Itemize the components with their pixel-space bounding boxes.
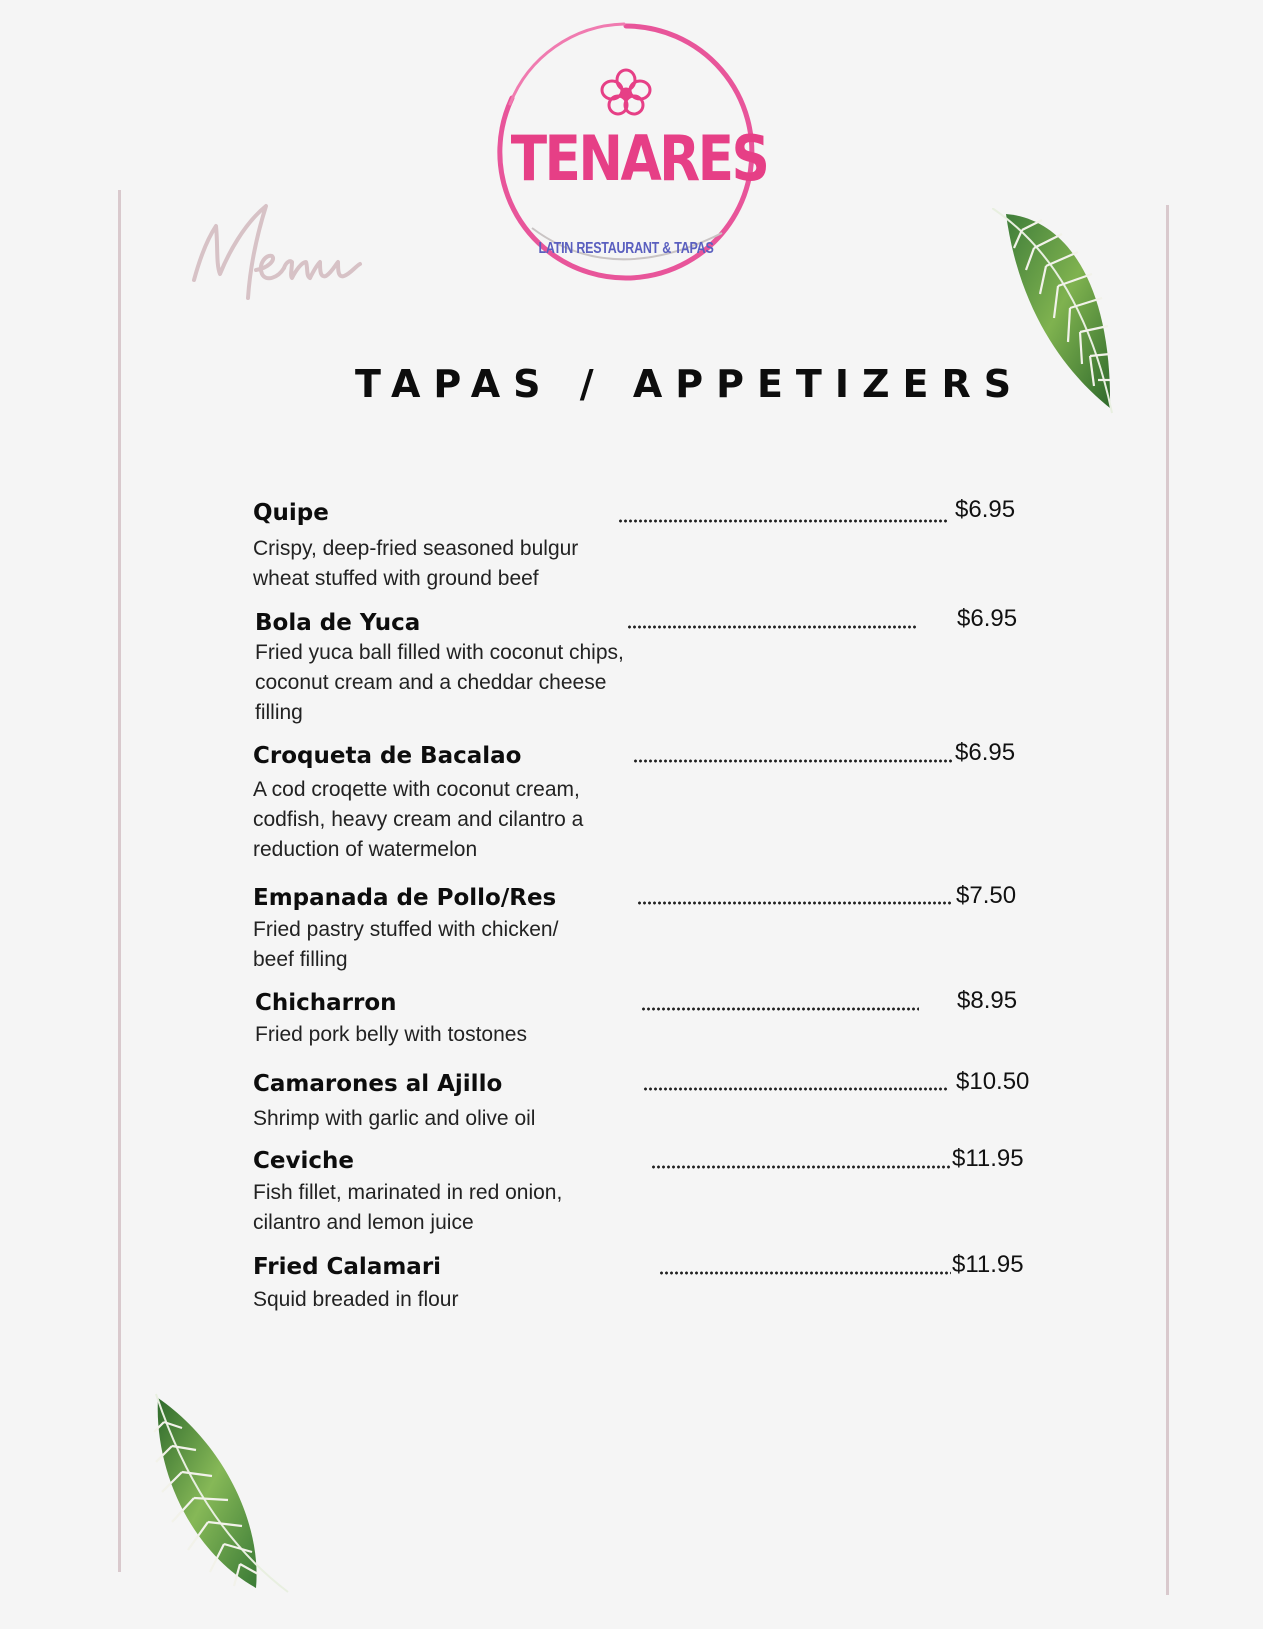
leader-dots [651, 1165, 951, 1169]
item-price: $8.95 [957, 987, 1018, 1014]
item-description: Fried pastry stuffed with chicken/ beef filling [253, 918, 559, 971]
item-name: Fried Calamari [253, 1254, 442, 1280]
logo-name: TENARES [510, 122, 768, 195]
item-price: $6.95 [955, 739, 1016, 766]
leader-dots [633, 759, 953, 763]
item-name: Empanada de Pollo/Res [253, 885, 557, 911]
item-description: Fried pork belly with tostones [255, 1023, 527, 1046]
item-price: $6.95 [955, 496, 1016, 523]
item-description: Crispy, deep-fried seasoned bulgur wheat stuffed with ground beef [253, 537, 579, 590]
leader-dots [659, 1271, 951, 1275]
palm-leaf-icon-bottom [152, 1392, 292, 1600]
item-description: A cod croqette with coconut cream, codfish, heavy cream and cilantro a reduction of watermelon [253, 778, 584, 861]
item-name: Ceviche [253, 1148, 354, 1174]
item-description: Squid breaded in flour [253, 1288, 459, 1311]
item-description: Fried yuca ball filled with coconut chips, coconut cream and a cheddar cheese filling [255, 641, 624, 724]
leader-dots [618, 519, 948, 523]
logo-subtitle: LATIN RESTAURANT & TAPAS [538, 240, 714, 257]
item-price: $10.50 [956, 1068, 1030, 1095]
leader-dots [641, 1007, 919, 1011]
item-description: Shrimp with garlic and olive oil [253, 1107, 536, 1130]
item-price: $11.95 [952, 1145, 1024, 1172]
section-title: TAPAS / APPETIZERS [355, 362, 1025, 406]
item-price: $6.95 [957, 605, 1018, 632]
item-name: Camarones al Ajillo [253, 1071, 503, 1097]
item-name: Bola de Yuca [255, 610, 421, 636]
item-description: Fish fillet, marinated in red onion, cilantro and lemon juice [253, 1181, 563, 1234]
leader-dots [637, 901, 953, 905]
right-border-line [1166, 205, 1169, 1595]
item-name: Chicharron [255, 990, 397, 1016]
leader-dots [643, 1087, 949, 1091]
item-price: $11.95 [952, 1251, 1024, 1278]
restaurant-logo [492, 18, 768, 286]
leader-dots [627, 625, 917, 629]
item-name: Croqueta de Bacalao [253, 743, 522, 769]
item-price: $7.50 [956, 882, 1017, 909]
item-name: Quipe [253, 500, 329, 526]
left-border-line [118, 190, 121, 1572]
menu-script-heading [186, 198, 366, 308]
hibiscus-flower-icon [600, 68, 652, 116]
